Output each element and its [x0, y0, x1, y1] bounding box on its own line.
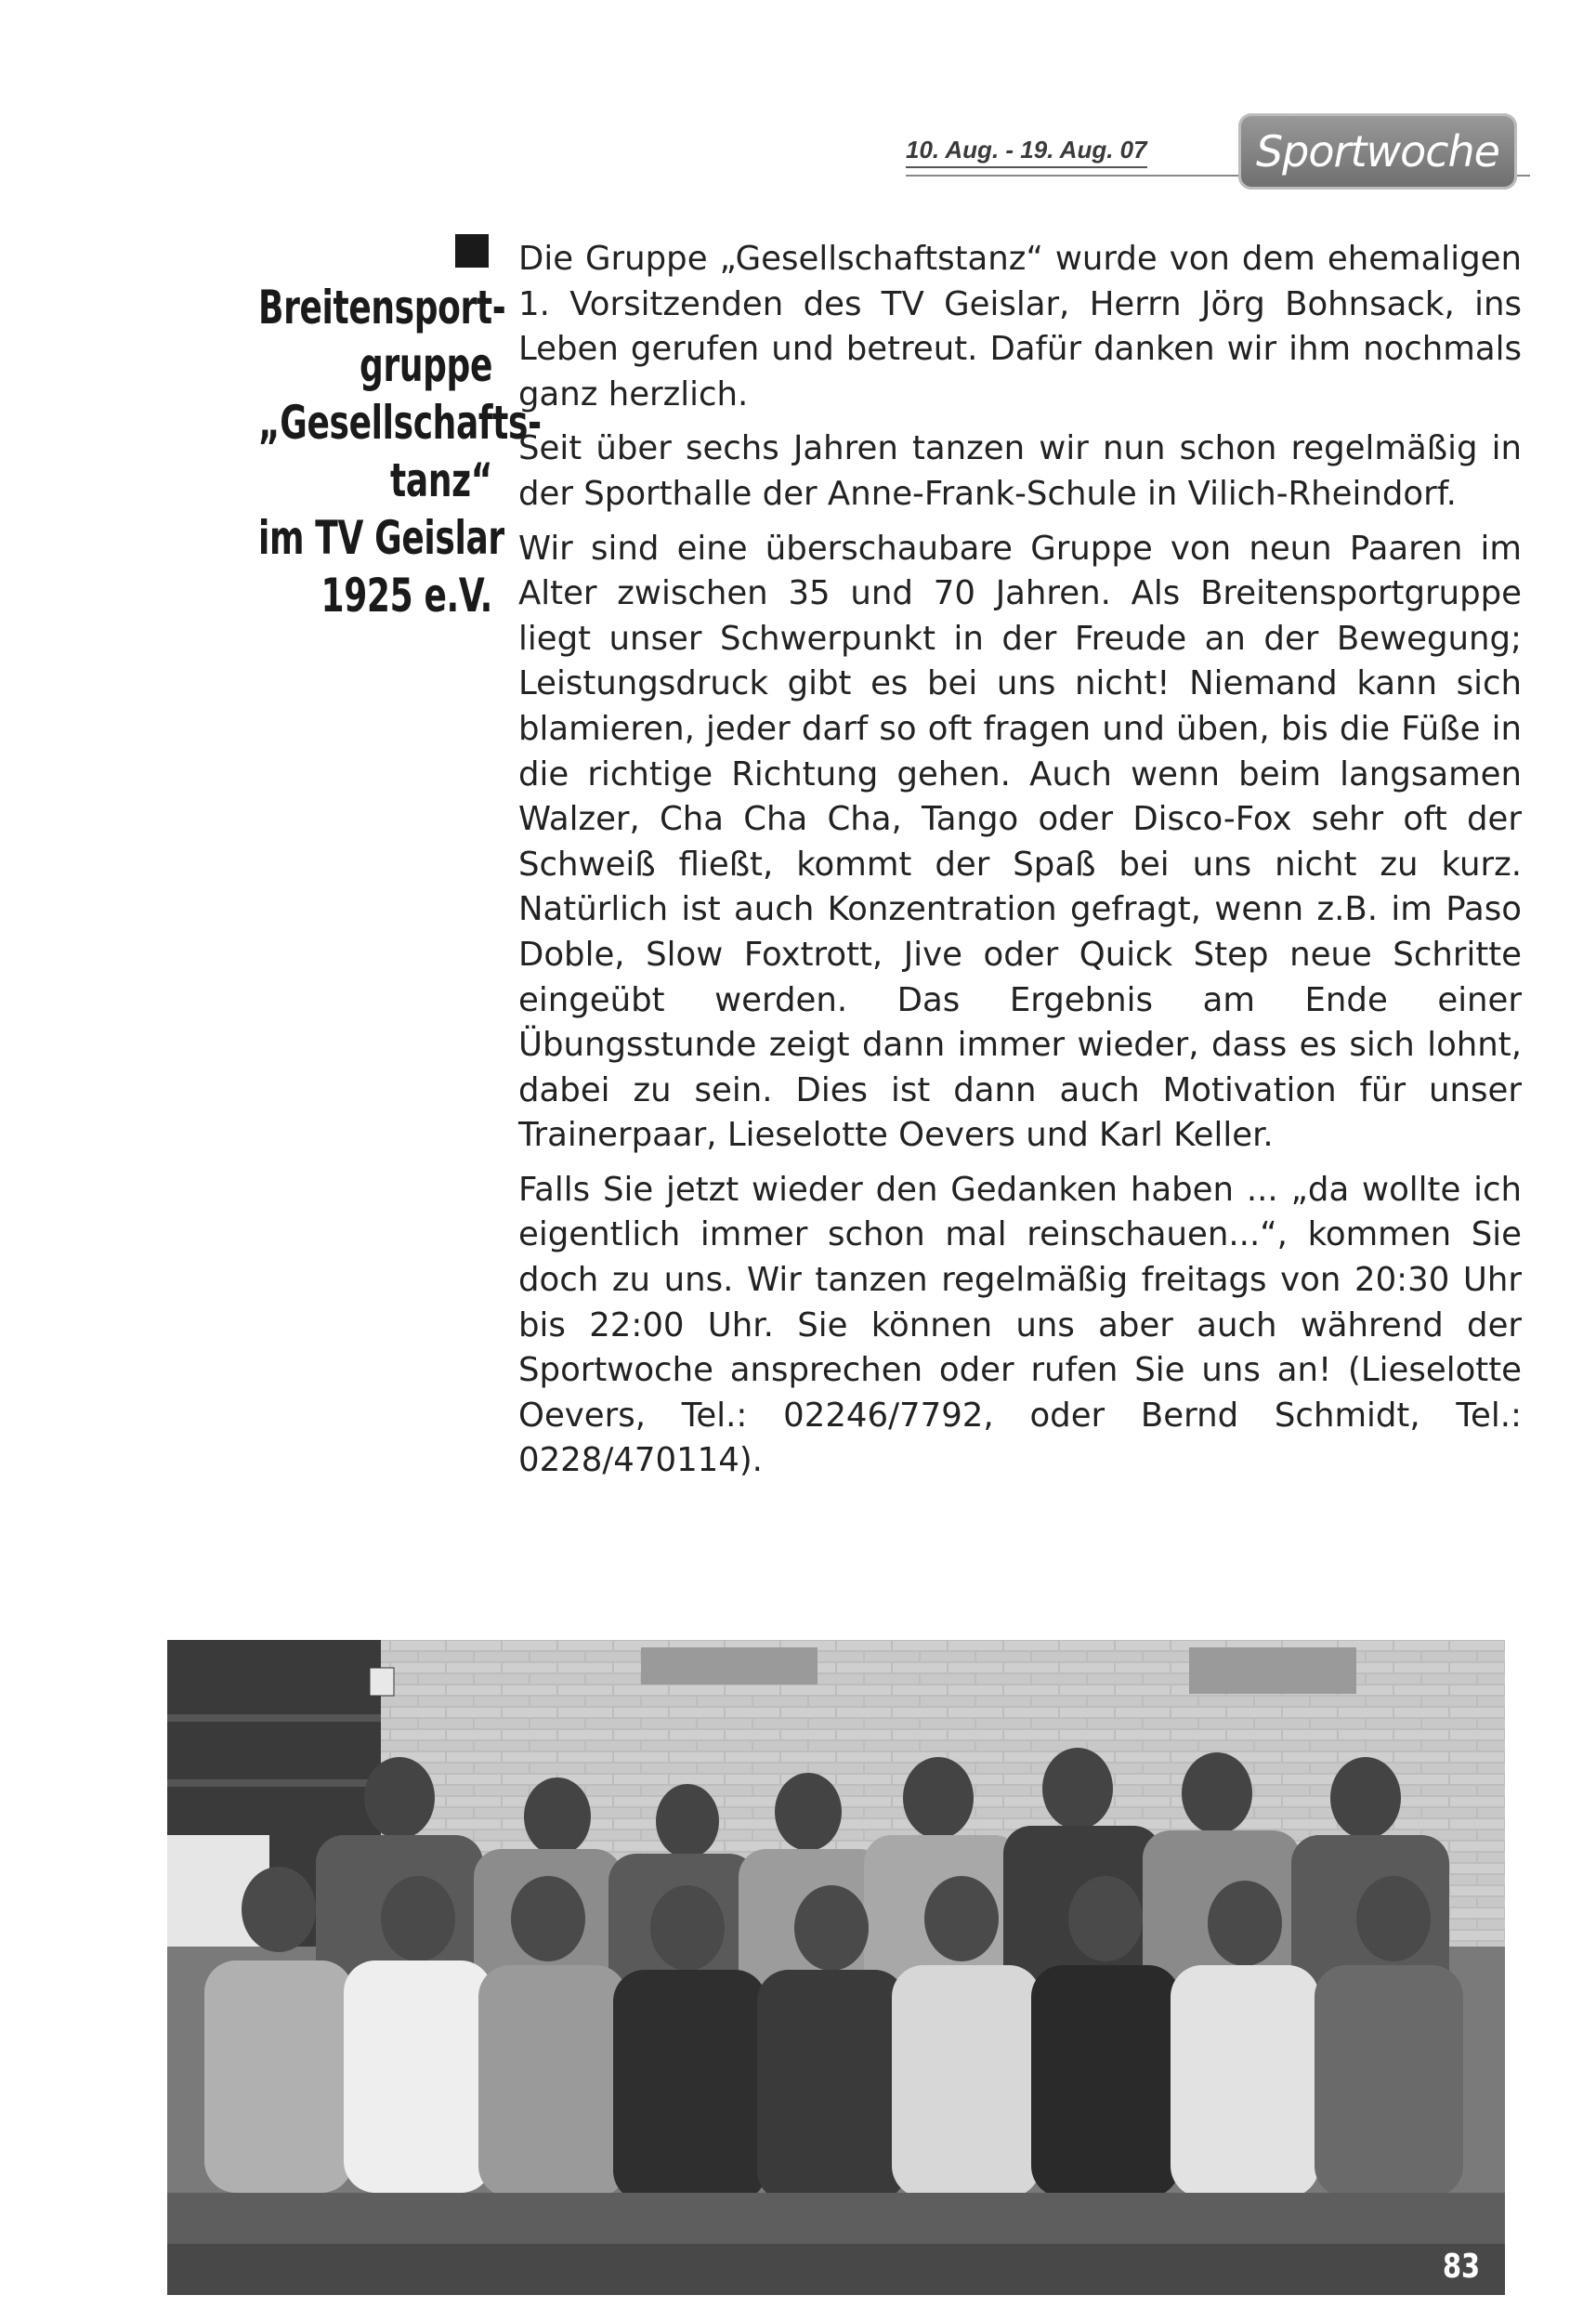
- side-title-line: tanz“: [390, 453, 492, 507]
- side-title: [258, 279, 542, 624]
- page-header: [906, 110, 1530, 197]
- side-title-line: „Gesellschafts-: [258, 396, 542, 450]
- page-number: 83: [1442, 2248, 1480, 2286]
- article-paragraph: Wir sind eine überschaubare Gruppe von neun Paaren im Alter zwischen 35 und 70 Jahren. Als Breitensportgruppe liegt unser Schwerpunkt in der Freude an der Bewegung; Leistungsdruck gibt es bei uns nicht! Niemand kann sich blamieren, jeder darf so oft fragen und üben, bis die Füße in die richtige Richtung gehen. Auch wenn beim langsamen Walzer, Cha Cha Cha, Tango oder Disco-Fox sehr oft der Schweiß fließt, kommt der Spaß bei uns nicht zu kurz. Natürlich ist auch Konzentration gefragt, wenn z.B. im Paso Doble, Slow Foxtrott, Jive oder Quick Step neue Schritte eingeübt werden. Das Ergebnis am Ende einer Übungsstunde zeigt dann immer wieder, dass es sich lohnt, dabei zu sein. Dies ist dann auch Motivation für unser Trainerpaar, Lieselotte Oevers und Karl Keller.: [518, 529, 1522, 1155]
- article-paragraph: Seit über sechs Jahren tanzen wir nun schon regelmäßig in der Sporthalle der Anne-Frank-Schule in Vilich-Rheindorf.: [518, 429, 1522, 513]
- side-title-line: gruppe: [360, 338, 492, 392]
- side-title-line: 1925 e.V.: [321, 569, 492, 623]
- side-title-line: Breitensport-: [258, 281, 506, 334]
- section-badge: Sportwoche: [1238, 113, 1517, 190]
- group-photo-illustration: [167, 1640, 1505, 2295]
- article-paragraph: Die Gruppe „Gesellschaftstanz“ wurde von dem ehemaligen 1. Vorsitzenden des TV Geislar, Herrn Jörg Bohnsack, ins Leben gerufen und betreut. Dafür danken wir ihm nochmals ganz herzlich.: [518, 240, 1522, 413]
- group-photo: [167, 1640, 1505, 2295]
- side-title-line: im TV Geislar: [258, 511, 504, 565]
- article-body: [518, 237, 1522, 1493]
- article-paragraph: Falls Sie jetzt wieder den Gedanken haben ... „da wollte ich eigentlich immer schon mal reinschauen...“, kommen Sie doch zu uns. Wir tanzen regelmäßig freitags von 20:30 Uhr bis 22:00 Uhr. Sie können uns aber auch während der Sportwoche ansprechen oder rufen Sie uns an! (Lieselotte Oevers, Tel.: 02246/7792, oder Bernd Schmidt, Tel.: 0228/470114).: [518, 1170, 1522, 1480]
- square-bullet-icon: [455, 234, 489, 268]
- header-date-range: 10. Aug. - 19. Aug. 07: [906, 136, 1147, 168]
